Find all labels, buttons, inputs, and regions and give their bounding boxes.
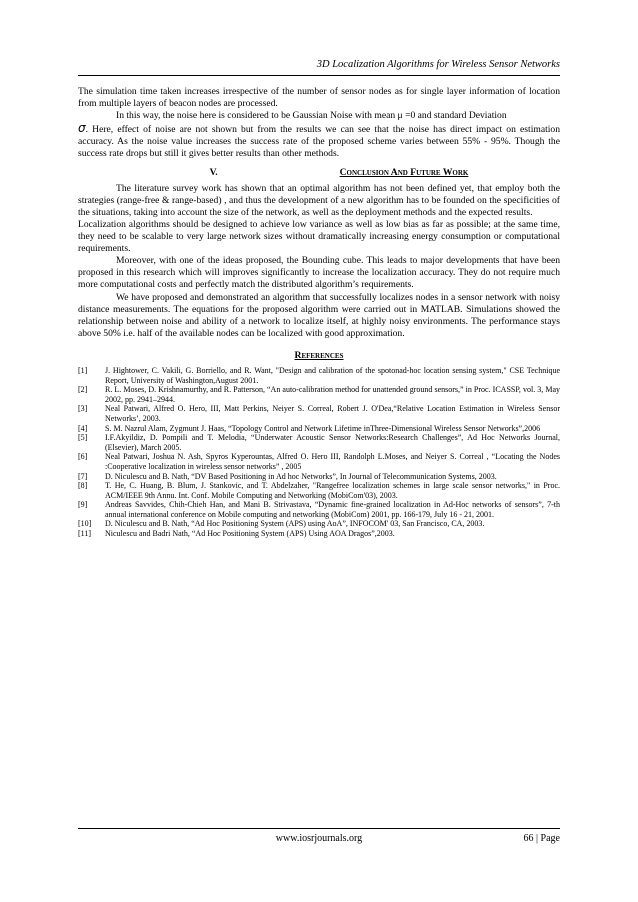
paragraph: Localization algorithms should be designed to achieve low variance as well as low bias as far as possible; at the same time, they need to be scalable to very large network sizes without dramatically increasing energy consumption or computational requirements. (78, 218, 560, 255)
reference-number: [6] (78, 452, 88, 462)
section-title: Conclusion And Future Work (339, 166, 469, 178)
reference-number: [10] (78, 519, 92, 529)
reference-number: [4] (78, 423, 88, 433)
reference-item (78, 500, 560, 519)
reference-item (78, 385, 560, 404)
reference-item (78, 519, 560, 529)
reference-item (78, 424, 560, 434)
reference-text: Neal Patwari, Joshua N. Ash, Spyros Kyperountas, Alfred O. Hero III, Randolph L.Moses, and Neiyer S. Correal , “Locating the Nodes :Cooperative localization in wireless sensor networks” , 2005 (105, 452, 560, 471)
references-heading: References (294, 349, 344, 361)
reference-text: D. Niculescu and B. Nath, “Ad Hoc Positioning System (APS) using AoA”, INFOCOM' 03, San Francisco, CA, 2003. (105, 519, 485, 529)
reference-number: [5] (78, 433, 88, 443)
reference-text: Andreas Savvides, Chih-Chieh Han, and Mani B. Strivastava, “Dynamic fine-grained localization in Ad-Hoc networks of sensors”, 7-th annual international conference on Mobile computing and networking (MobiCom) 2001, pp. 166-179, July 16 - 21, 2001. (105, 500, 560, 519)
running-header: 3D Localization Algorithms for Wireless Sensor Networks (316, 59, 560, 70)
paragraph-text: In this way, the noise here is considered to be Gaussian Noise with mean μ =0 and standard Deviation (116, 110, 507, 122)
section-number: V. (209, 166, 218, 178)
reference-item (78, 452, 560, 471)
paragraph (78, 122, 560, 160)
reference-text: T. He, C. Huang, B. Blum, J. Stankovic, and T. Abdelzaher, "Rangefree localization schemes in large scale sensor networks," in Proc. ACM/IEEE 9th Annu. Int. Conf. Mobile Computing and Networking (MobiCom'03), 2003. (105, 481, 560, 500)
reference-text: J. Hightower, C. Vakili, G. Borriello, and R. Want, "Design and calibration of the spotonad-hoc location sensing system," CSE Technique Report, University of Washington,August 2001. (105, 365, 560, 385)
reference-number: [2] (78, 385, 88, 395)
reference-text: I.F.Akyildiz, D. Pompili and T. Melodia, “Underwater Acoustic Sensor Networks:Research Challenges”, Ad Hoc Networks Journal, (Elsevier), March 2005. (105, 433, 560, 452)
reference-number: [11] (78, 529, 92, 539)
reference-number: [9] (78, 500, 88, 510)
reference-text: R. L. Moses, D. Krishnamurthy, and R. Patterson, “An auto-calibration method for unattended ground sensors,” in Proc. ICASSP, vol. 3, May 2002, pp. 2941–2944. (105, 385, 560, 404)
footer-url[interactable]: www.iosrjournals.org (275, 833, 363, 844)
reference-number: [1] (78, 365, 88, 375)
footer-rule (78, 828, 560, 829)
reference-item (78, 404, 560, 423)
reference-item (78, 481, 560, 500)
paragraph: Moreover, with one of the ideas proposed, the Bounding cube. This leads to major developments that have been proposed in this research which will improves significantly to increase the localization accuracy. They do not require much more computational costs and perfectly match the distributed algorithm’s requirements. (78, 255, 560, 291)
header-rule (78, 75, 560, 76)
body-text (78, 86, 560, 539)
paragraph-text: . Here, effect of noise are not shown but from the results we can see that the noise has direct impact on estimation accuracy. As the noise value increases the success rate of the proposed scheme varies between 55% - 95%. Though the success rate drops but still it gives better results than other methods. (78, 124, 560, 160)
reference-item (78, 529, 560, 539)
reference-list (78, 366, 560, 539)
reference-item (78, 433, 560, 452)
paragraph: The simulation time taken increases irrespective of the number of sensor nodes as for single layer information of location from multiple layers of beacon nodes are processed. (78, 86, 560, 110)
reference-number: [7] (78, 471, 88, 481)
paragraph (78, 110, 560, 122)
reference-text: Neal Patwari, Alfred O. Hero, III, Matt Perkins, Neiyer S. Correal, Robert J. O'Dea,“Relative Location Estimation in Wireless Sensor Networks’, 2003. (105, 404, 560, 423)
reference-text: Niculescu and Badri Nath, “Ad Hoc Positioning System (APS) Using AOA Dragos”,2003. (105, 529, 395, 539)
reference-number: [8] (78, 481, 88, 491)
section-heading (78, 167, 560, 179)
reference-item (78, 472, 560, 482)
reference-text: S. M. Nazrul Alam, Zygmunt J. Haas, “Topology Control and Network Lifetime inThree-Dimensional Wireless Sensor Networks”,2006 (105, 423, 541, 433)
reference-text: D. Niculescu and B. Nath, “DV Based Positioning in Ad hoc Networks”, In Journal of Telecommunication Systems, 2003. (105, 471, 497, 481)
page-footer (78, 833, 560, 847)
sigma-symbol: σ (78, 121, 86, 136)
reference-number: [3] (78, 404, 88, 414)
page-number: 66 | Page (523, 833, 560, 844)
paragraph: The literature survey work has shown that an optimal algorithm has not been defined yet, that employ both the strategies (range-free & range-based) , and thus the development of a new algorithm has to be founded on the specificities of the situations, taking into account the size of the network, as well as the deployment methods and the expected results. (78, 182, 560, 218)
paragraph: We have proposed and demonstrated an algorithm that successfully localizes nodes in a sensor network with noisy distance measurements. The equations for the proposed algorithm were carried out in MATLAB. Simulations showed the relationship between noise and ability of a network to localize itself, at highly noisy environments. The performance stays above 50% i.e. half of the available nodes can be localized with good approximation. (78, 291, 560, 339)
reference-item (78, 366, 560, 385)
